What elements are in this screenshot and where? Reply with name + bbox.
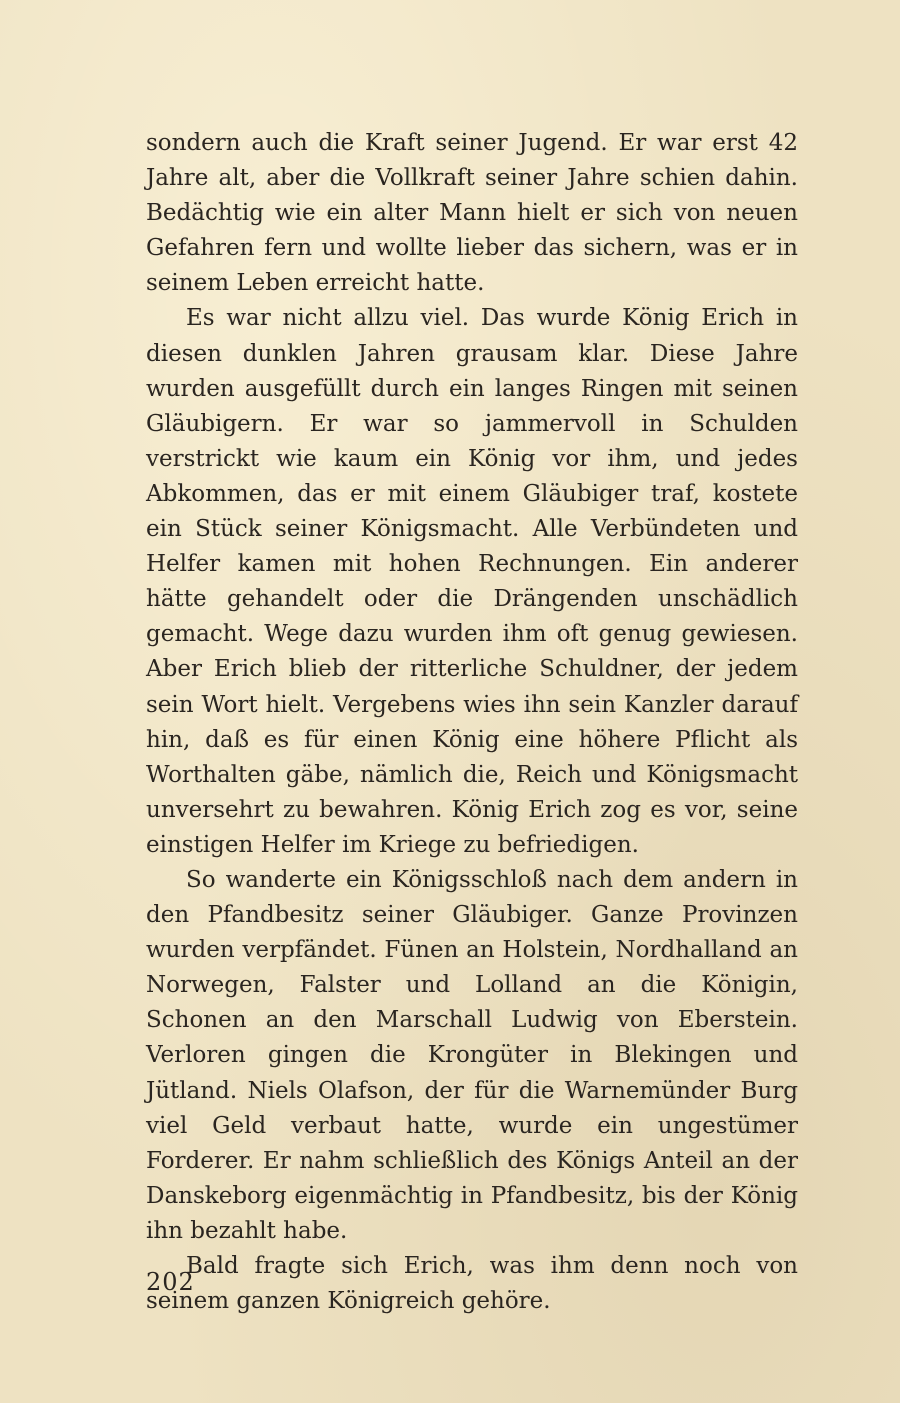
body-text [146,126,798,1319]
paragraph-2: Es war nicht allzu viel. Das wurde König Erich in diesen dunklen Jahren grausam klar. Diese Jahre wurden ausgefüllt durch ein langes Ringen mit seinen Gläubigern. Er war so jammervoll in Schulden verstrickt wie kaum ein König vor ihm, und jedes Abkommen, das er mit einem Gläubiger traf, kostete ein Stück seiner Königsmacht. Alle Verbündeten und Helfer kamen mit hohen Rechnungen. Ein anderer hätte gehandelt oder die Drängenden unschädlich gemacht. Wege dazu wurden ihm oft genug gewiesen. Aber Erich blieb der ritterliche Schuldner, der jedem sein Wort hielt. Vergebens wies ihn sein Kanzler darauf hin, daß es für einen König eine höhere Pflicht als Worthalten gäbe, nämlich die, Reich und Königsmacht unversehrt zu bewahren. König Erich zog es vor, seine einstigen Helfer im Kriege zu befriedigen. [146,305,798,858]
page-number: 202 [146,1268,195,1296]
paragraph-3: So wanderte ein Königsschloß nach dem andern in den Pfandbesitz seiner Gläubiger. Ganze Provinzen wurden verpfändet. Fünen an Holstein, Nordhalland an Norwegen, Falster und Lolland an die Königin, Schonen an den Marschall Ludwig von Eberstein. Verloren gingen die Krongüter in Blekingen und Jütland. Niels Olafson, der für die Warnemünder Burg viel Geld verbaut hatte, wurde ein ungestümer Forderer. Er nahm schließlich des Königs Anteil an der Danskeborg eigenmächtig in Pfandbesitz, bis der König ihn bezahlt habe. [146,866,798,1244]
paragraph-1: sondern auch die Kraft seiner Jugend. Er war erst 42 Jahre alt, aber die Vollkraft seiner Jahre schien dahin. Bedächtig wie ein alter Mann hielt er sich von neuen Gefahren fern und wollte lieber das sichern, was er in seinem Leben erreicht hatte. [146,130,798,297]
paragraph-4: Bald fragte sich Erich, was ihm denn noch von seinem ganzen Königreich gehöre. [146,1253,798,1315]
